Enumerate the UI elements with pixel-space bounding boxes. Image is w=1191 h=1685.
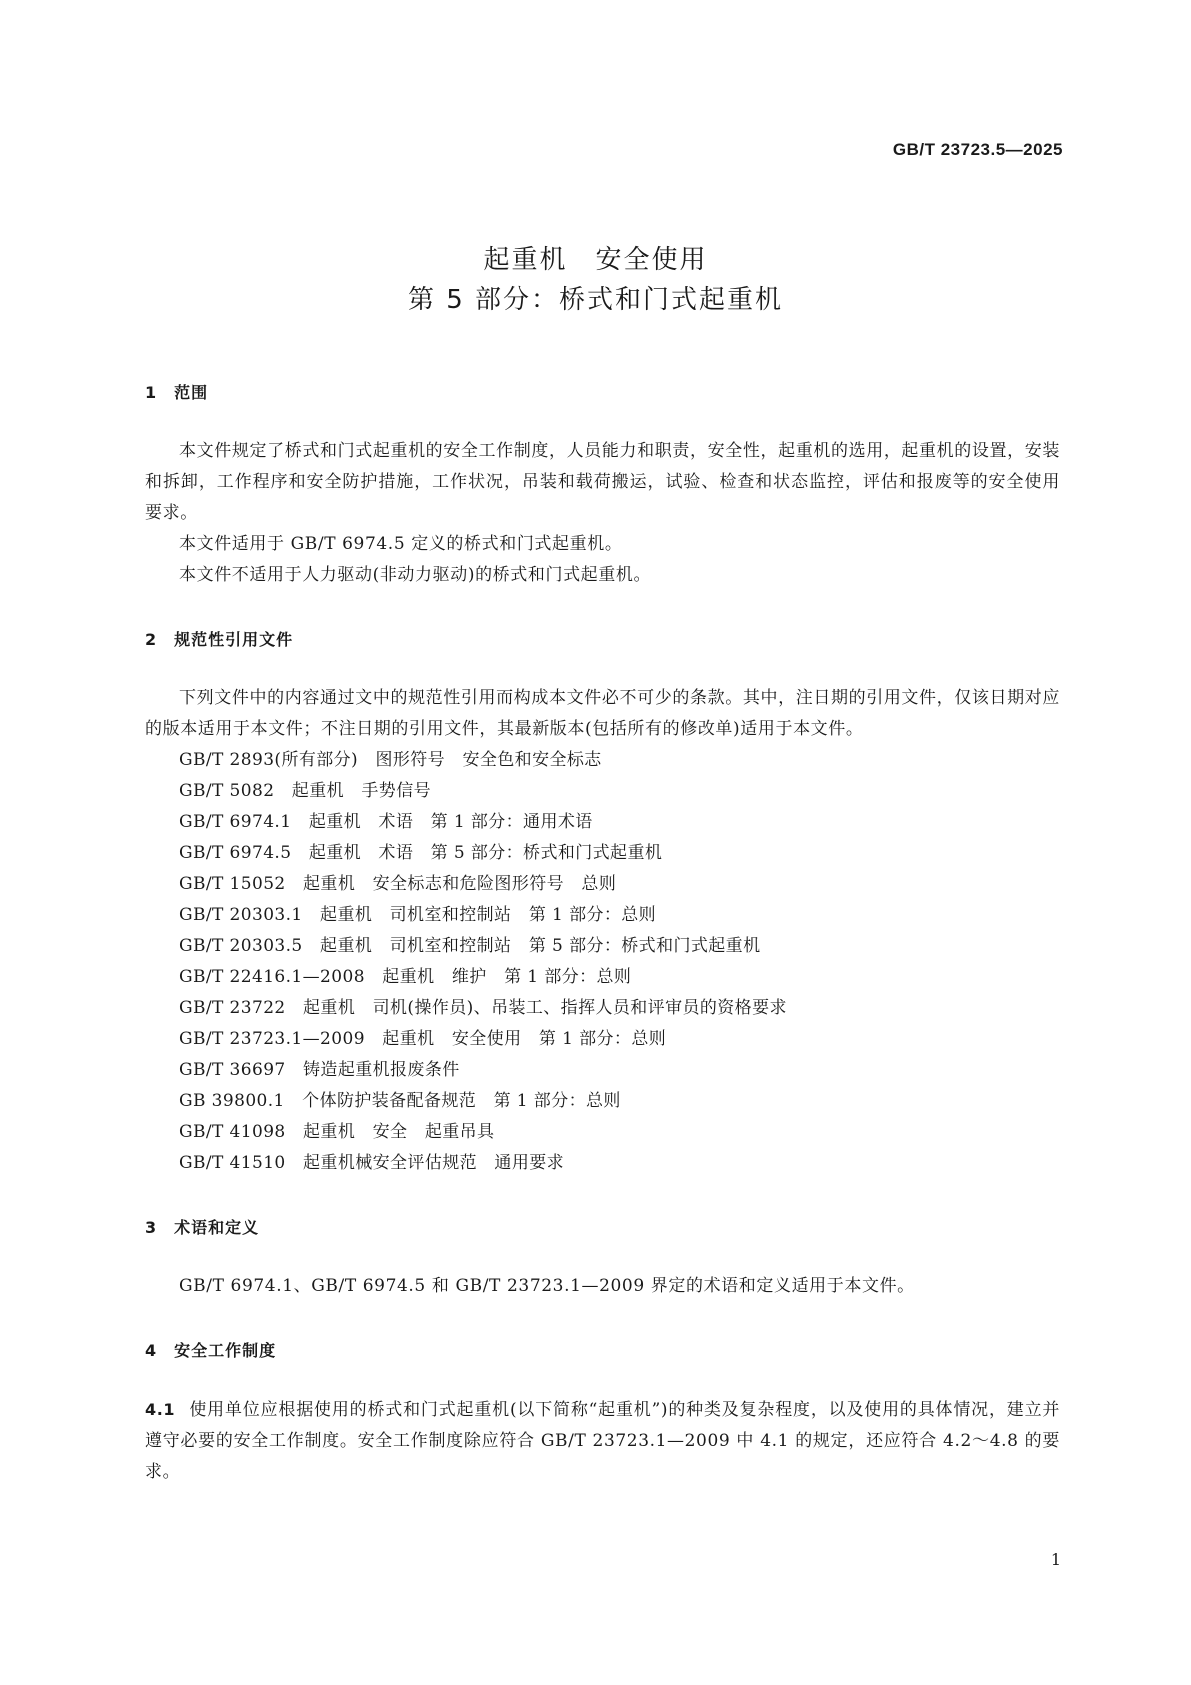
reference-item: GB/T 15052 起重机 安全标志和危险图形符号 总则 [179,874,617,894]
reference-item: GB/T 6974.5 起重机 术语 第 5 部分：桥式和门式起重机 [179,843,663,863]
section-heading-normative-references: 2 规范性引用文件 [145,630,294,649]
document-title [0,240,1191,320]
reference-item: GB/T 23723.1—2009 起重机 安全使用 第 1 部分：总则 [179,1029,667,1049]
reference-item: GB/T 20303.5 起重机 司机室和控制站 第 5 部分：桥式和门式起重机 [179,936,761,956]
reference-item: GB/T 36697 铸造起重机报废条件 [179,1060,460,1080]
section-heading-scope: 1 范围 [145,383,209,402]
reference-item: GB/T 41510 起重机械安全评估规范 通用要求 [179,1153,565,1173]
title-line-2: 第 5 部分：桥式和门式起重机 [407,285,784,315]
standard-code: GB/T 23723.5—2025 [892,140,1063,159]
reference-item: GB/T 2893(所有部分) 图形符号 安全色和安全标志 [179,750,602,770]
reference-list [145,745,1060,1179]
scope-paragraph-3: 本文件不适用于人力驱动(非动力驱动)的桥式和门式起重机。 [179,565,652,585]
terms-paragraph: GB/T 6974.1、GB/T 6974.5 和 GB/T 23723.1—2009 界定的术语和定义适用于本文件。 [179,1276,915,1296]
reference-item: GB/T 20303.1 起重机 司机室和控制站 第 1 部分：总则 [179,905,657,925]
scope-paragraph-2: 本文件适用于 GB/T 6974.5 定义的桥式和门式起重机。 [179,534,623,554]
title-line-1: 起重机 安全使用 [483,245,708,275]
reference-item: GB/T 22416.1—2008 起重机 维护 第 1 部分：总则 [179,967,632,987]
reference-item: GB/T 23722 起重机 司机(操作员)、吊装工、指挥人员和评审员的资格要求 [179,998,787,1018]
reference-item: GB/T 6974.1 起重机 术语 第 1 部分：通用术语 [179,812,593,832]
page-number: 1 [1050,1550,1061,1569]
clause-4-1 [145,1394,1060,1488]
scope-paragraph-1: 本文件规定了桥式和门式起重机的安全工作制度，人员能力和职责，安全性，起重机的选用，起重机的设置，安装和拆卸，工作程序和安全防护措施，工作状况，吊装和载荷搬运，试验、检查和状态监控，评估和报废等的安全使用要求。 [145,441,1060,523]
reference-item: GB/T 41098 起重机 安全 起重吊具 [179,1122,495,1142]
clause-text: 使用单位应根据使用的桥式和门式起重机(以下简称“起重机”)的种类及复杂程度，以及使用的具体情况，建立并遵守必要的安全工作制度。安全工作制度除应符合 GB/T 23723.1—2009 中 4.1 的规定，还应符合 4.2～4.8 的要求。 [145,1400,1060,1482]
clause-number: 4.1 [145,1400,176,1419]
section-heading-safe-work-system: 4 安全工作制度 [145,1341,277,1360]
reference-item: GB/T 5082 起重机 手势信号 [179,781,432,801]
references-intro: 下列文件中的内容通过文中的规范性引用而构成本文件必不可少的条款。其中，注日期的引用文件，仅该日期对应的版本适用于本文件；不注日期的引用文件，其最新版本(包括所有的修改单)适用于本文件。 [145,688,1060,739]
reference-item: GB 39800.1 个体防护装备配备规范 第 1 部分：总则 [179,1091,621,1111]
document-body [145,380,1060,1488]
section-heading-terms: 3 术语和定义 [145,1218,260,1237]
